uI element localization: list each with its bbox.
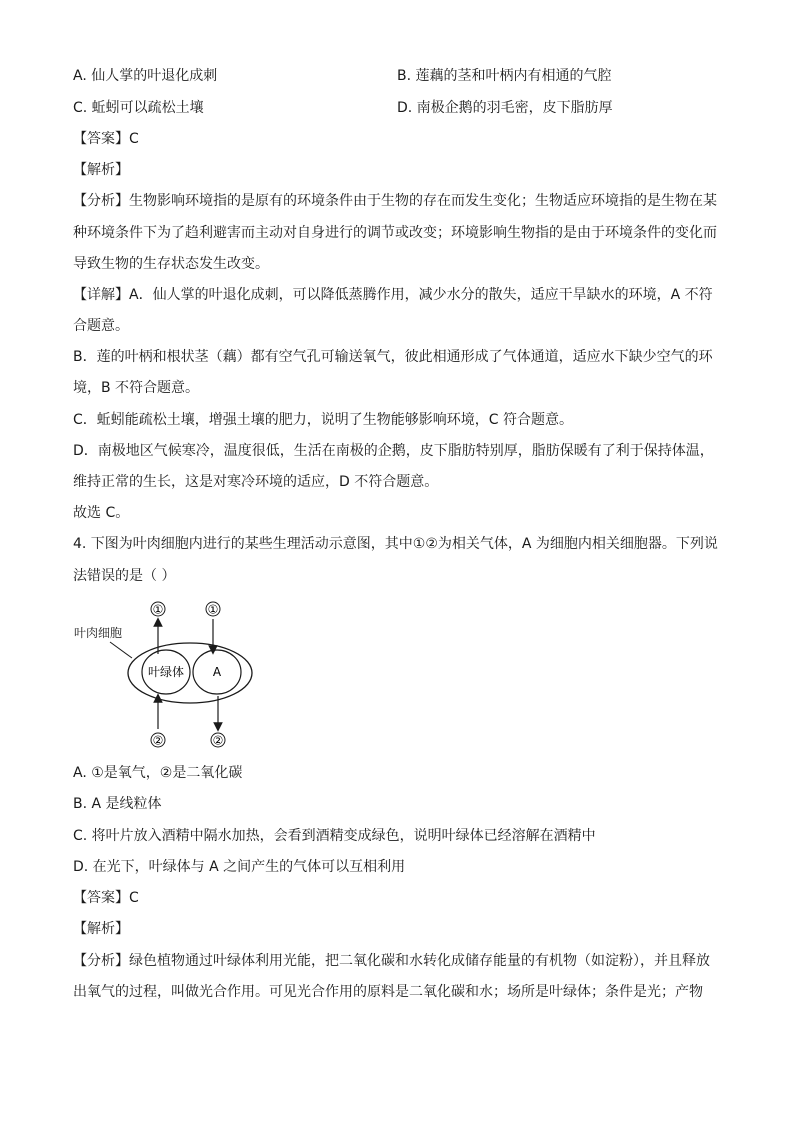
q3-analysis-line: 导致生物的生存状态发生改变。 bbox=[73, 256, 269, 272]
q4-stem-line: 法错误的是（ ） bbox=[73, 568, 176, 584]
q3-detail-line: C．蚯蚓能疏松土壤，增强土壤的肥力，说明了生物能够影响环境，C 符合题意。 bbox=[73, 412, 573, 428]
q4-option-b: B. A 是线粒体 bbox=[73, 796, 162, 812]
q3-option-d: D. 南极企鹅的羽毛密，皮下脂肪厚 bbox=[397, 100, 613, 116]
q3-option-c: C. 蚯蚓可以疏松土壤 bbox=[73, 100, 204, 116]
q3-analysis-label: 【解析】 bbox=[73, 162, 129, 178]
gas2-in-label bbox=[151, 733, 165, 748]
q3-analysis-line: 种环境条件下为了趋利避害而主动对自身进行的调节或改变；环境影响生物指的是由于环境条件的变化而 bbox=[73, 225, 717, 241]
q3-option-b: B. 莲藕的茎和叶柄内有相通的气腔 bbox=[397, 68, 612, 84]
q4-analysis-line: 【分析】绿色植物通过叶绿体利用光能，把二氧化碳和水转化成储存能量的有机物（如淀粉），并且释放 bbox=[73, 953, 710, 969]
gas2-out-label bbox=[211, 733, 225, 748]
gas1-out-label bbox=[151, 602, 165, 617]
q3-detail-line: B．莲的叶柄和根状茎（藕）都有空气孔可输送氧气，彼此相通形成了气体通道，适应水下缺少空气的环 bbox=[73, 349, 713, 365]
q4-stem-line: 4. 下图为叶肉细胞内进行的某些生理活动示意图，其中①②为相关气体，A 为细胞内相关细胞器。下列说 bbox=[73, 536, 718, 552]
q3-detail-line: 维持正常的生长，这是对寒冷环境的适应，D 不符合题意。 bbox=[73, 474, 439, 490]
q4-option-c: C. 将叶片放入酒精中隔水加热，会看到酒精变成绿色，说明叶绿体已经溶解在酒精中 bbox=[73, 828, 596, 844]
svg-text:①: ① bbox=[207, 602, 219, 617]
q3-detail-line: 境，B 不符合题意。 bbox=[73, 380, 200, 396]
svg-text:②: ② bbox=[152, 733, 164, 748]
leaf-cell-diagram-svg bbox=[70, 596, 270, 756]
q3-option-a: A. 仙人掌的叶退化成刺 bbox=[73, 68, 218, 84]
chloroplast-label: 叶绿体 bbox=[147, 665, 185, 679]
q3-detail-line: D．南极地区气候寒冷，温度很低，生活在南极的企鹅，皮下脂肪特别厚，脂肪保暖有了利于保持体温， bbox=[73, 443, 714, 459]
q3-detail-line: 故选 C。 bbox=[73, 505, 130, 521]
q3-analysis-line: 【分析】生物影响环境指的是原有的环境条件由于生物的存在而发生变化；生物适应环境指的是生物在某 bbox=[73, 193, 717, 209]
organelle-a-label: A bbox=[212, 665, 222, 679]
q4-analysis-line: 出氧气的过程，叫做光合作用。可见光合作用的原料是二氧化碳和水；场所是叶绿体；条件是光；产物 bbox=[73, 984, 703, 1000]
q3-detail-line: 合题意。 bbox=[73, 318, 129, 334]
q4-answer: 【答案】C bbox=[73, 890, 139, 906]
leaf-cell-diagram bbox=[70, 596, 270, 756]
svg-text:②: ② bbox=[212, 733, 224, 748]
q4-analysis-label: 【解析】 bbox=[73, 921, 129, 937]
q3-answer: 【答案】C bbox=[73, 131, 139, 147]
cell-label: 叶肉细胞 bbox=[74, 626, 123, 640]
svg-text:①: ① bbox=[152, 602, 164, 617]
cell-label-leader bbox=[110, 642, 132, 658]
q4-option-a: A. ①是氧气，②是二氧化碳 bbox=[73, 765, 243, 781]
gas1-in-label bbox=[206, 602, 220, 617]
q3-detail-line: 【详解】A．仙人掌的叶退化成刺，可以降低蒸腾作用，减少水分的散失，适应干旱缺水的环境，A 不符 bbox=[73, 287, 713, 303]
q4-option-d: D. 在光下，叶绿体与 A 之间产生的气体可以互相利用 bbox=[73, 859, 406, 875]
